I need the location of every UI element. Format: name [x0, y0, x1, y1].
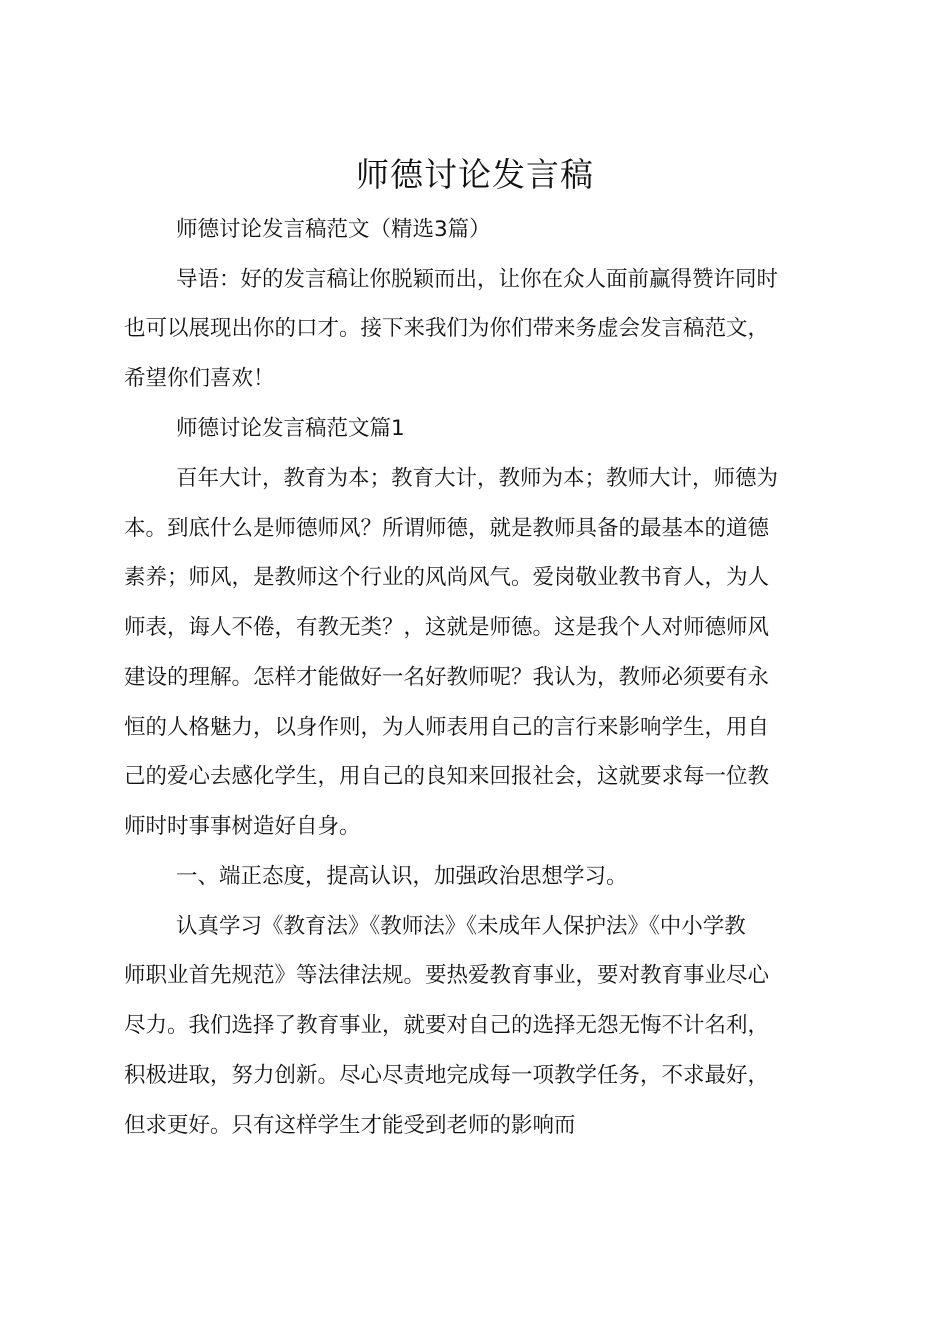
- subtitle: 师德讨论发言稿范文（精选3篇）: [176, 217, 491, 242]
- paragraph-line: 积极进取，努力创新。尽心尽责地完成每一项教学任务，不求最好，: [124, 1063, 770, 1088]
- paragraph-line: 素养；师风，是教师这个行业的风尚风气。爱岗敬业教书育人，为人: [124, 565, 770, 590]
- intro-line: 导语：好的发言稿让你脱颖而出，让你在众人面前赢得赞许同时: [176, 267, 779, 292]
- paragraph-line: 师职业首先规范》等法律法规。要热爱教育事业，要对教育事业尽心: [124, 963, 770, 988]
- paragraph-line: 师表，诲人不倦，有教无类？，这就是师德。这是我个人对师德师风: [124, 615, 770, 640]
- paragraph-line: 尽力。我们选择了教育事业，就要对自己的选择无怨无悔不计名利，: [124, 1013, 770, 1038]
- paragraph-line: 但求更好。只有这样学生才能受到老师的影响而: [124, 1113, 576, 1138]
- paragraph-line: 认真学习《教育法》《教师法》《未成年人保护法》《中小学教: [176, 914, 746, 939]
- intro-line: 希望你们喜欢！: [124, 366, 275, 391]
- intro-line: 也可以展现出你的口才。接下来我们为你们带来务虚会发言稿范文，: [124, 316, 770, 341]
- paragraph-line: 师时时事事树造好自身。: [124, 814, 361, 839]
- paragraph-line: 百年大计，教育为本；教育大计，教师为本；教师大计，师德为: [176, 466, 779, 491]
- point-heading: 一、端正态度，提高认识，加强政治思想学习。: [176, 864, 628, 889]
- paragraph-line: 建设的理解。怎样才能做好一名好教师呢？我认为，教师必须要有永: [124, 665, 770, 690]
- paragraph-line: 己的爱心去感化学生，用自己的良知来回报社会，这就要求每一位教: [124, 764, 770, 789]
- paragraph-line: 本。到底什么是师德师风？所谓师德，就是教师具备的最基本的道德: [124, 516, 770, 541]
- document-title: 师德讨论发言稿: [356, 155, 594, 194]
- paragraph-line: 恒的人格魅力，以身作则，为人师表用自己的言行来影响学生，用自: [124, 715, 770, 740]
- section-heading: 师德讨论发言稿范文篇1: [176, 416, 405, 441]
